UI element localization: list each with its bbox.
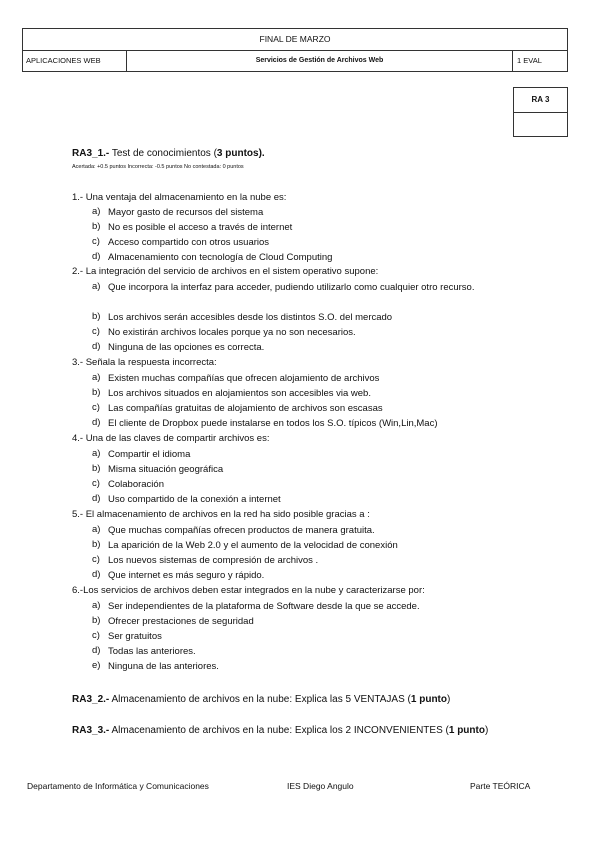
- subject-cell: APLICACIONES WEB: [23, 51, 127, 71]
- question-4: 4.- Una de las claves de compartir archivos es:: [72, 433, 270, 444]
- ra-score-field[interactable]: [514, 113, 567, 136]
- exam-title: FINAL DE MARZO: [23, 29, 567, 51]
- section3-code: RA3_3.-: [72, 725, 110, 736]
- section2-title: RA3_2.- Almacenamiento de archivos en la nube: Explica las 5 VENTAJAS (1 punto): [72, 694, 451, 705]
- q4-option-d: d) Uso compartido de la conexión a internet: [92, 493, 281, 505]
- ra-score-box: [513, 87, 568, 137]
- q6-option-b: b) Ofrecer prestaciones de seguridad: [92, 615, 254, 627]
- section3-text: Almacenamiento de archivos en la nube: Explica los 2 INCONVENIENTES (: [109, 725, 449, 736]
- question-5: 5.- El almacenamiento de archivos en la red ha sido posible gracias a :: [72, 509, 370, 520]
- question-3: 3.- Señala la respuesta incorrecta:: [72, 357, 217, 368]
- header-row: [23, 51, 567, 71]
- q3-option-a: a) Existen muchas compañías que ofrecen alojamiento de archivos: [92, 372, 380, 384]
- footer-part: Parte TEÓRICA: [470, 781, 531, 791]
- q5-option-d: d) Que internet es más seguro y rápido.: [92, 569, 265, 581]
- ra-label: RA 3: [514, 88, 567, 113]
- q3-option-b: b) Los archivos situados en alojamientos son accesibles via web.: [92, 387, 371, 399]
- question-6: 6.-Los servicios de archivos deben estar integrados en la nube y caracterizarse por:: [72, 585, 425, 596]
- q3-option-c: c) Las compañías gratuitas de alojamiento de archivos son escasas: [92, 402, 383, 414]
- section1-text: Test de conocimientos (: [109, 148, 217, 159]
- scoring-note: Acertada: +0.5 puntos Incorrecta: -0.5 puntos No contestada: 0 puntos: [72, 164, 244, 170]
- q1-option-d: d) Almacenamiento con tecnología de Cloud Computing: [92, 251, 333, 263]
- header-table: [22, 28, 568, 72]
- section3-points: 1 punto: [448, 725, 485, 736]
- section3-title: RA3_3.- Almacenamiento de archivos en la nube: Explica los 2 INCONVENIENTES (1 punto): [72, 725, 489, 736]
- q4-option-c: c) Colaboración: [92, 478, 164, 490]
- q3-option-d: d) El cliente de Dropbox puede instalarse en todos los S.O. típicos (Win,Lin,Mac): [92, 417, 438, 429]
- section2-text: Almacenamiento de archivos en la nube: Explica las 5 VENTAJAS (: [109, 694, 411, 705]
- unit-cell: Servicios de Gestión de Archivos Web: [127, 51, 513, 71]
- q2-option-d: d) Ninguna de las opciones es correcta.: [92, 341, 265, 353]
- question-1: 1.- Una ventaja del almacenamiento en la nube es:: [72, 192, 287, 203]
- q1-option-a: a) Mayor gasto de recursos del sistema: [92, 206, 264, 218]
- section1-title: [72, 148, 265, 159]
- q2-option-a: a) Que incorpora la interfaz para acceder, pudiendo utilizarlo como cualquier otro recurso.: [92, 281, 475, 293]
- q5-option-a: a) Que muchas compañías ofrecen productos de manera gratuita.: [92, 524, 375, 536]
- section2-code: RA3_2.-: [72, 694, 110, 705]
- q5-option-c: c) Los nuevos sistemas de compresión de archivos .: [92, 554, 319, 566]
- q1-option-c: c) Acceso compartido con otros usuarios: [92, 236, 270, 248]
- question-2: 2.- La integración del servicio de archivos en el sistem operativo supone:: [72, 266, 379, 277]
- q5-option-b: b) La aparición de la Web 2.0 y el aumento de la velocidad de conexión: [92, 539, 398, 551]
- q6-option-d: d) Todas las anteriores.: [92, 645, 196, 657]
- q6-option-a: a) Ser independientes de la plataforma de Software desde la que se accede.: [92, 600, 420, 612]
- footer-school: IES Diego Angulo: [287, 781, 354, 791]
- eval-cell: 1 EVAL: [517, 56, 542, 65]
- section1-points: 3 puntos).: [216, 148, 265, 159]
- q6-option-c: c) Ser gratuitos: [92, 630, 162, 642]
- q4-option-b: b) Misma situación geográfica: [92, 463, 224, 475]
- q4-option-a: a) Compartir el idioma: [92, 448, 191, 460]
- footer-department: Departamento de Informática y Comunicaciones: [27, 781, 209, 791]
- q6-option-e: e) Ninguna de las anteriores.: [92, 660, 219, 672]
- q1-option-b: b) No es posible el acceso a través de internet: [92, 221, 293, 233]
- section1-code: RA3_1.-: [72, 148, 110, 159]
- section2-points: 1 punto: [410, 694, 447, 705]
- q2-option-c: c) No existirán archivos locales porque ya no son necesarios.: [92, 326, 356, 338]
- q2-option-b: b) Los archivos serán accesibles desde los distintos S.O. del mercado: [92, 311, 393, 323]
